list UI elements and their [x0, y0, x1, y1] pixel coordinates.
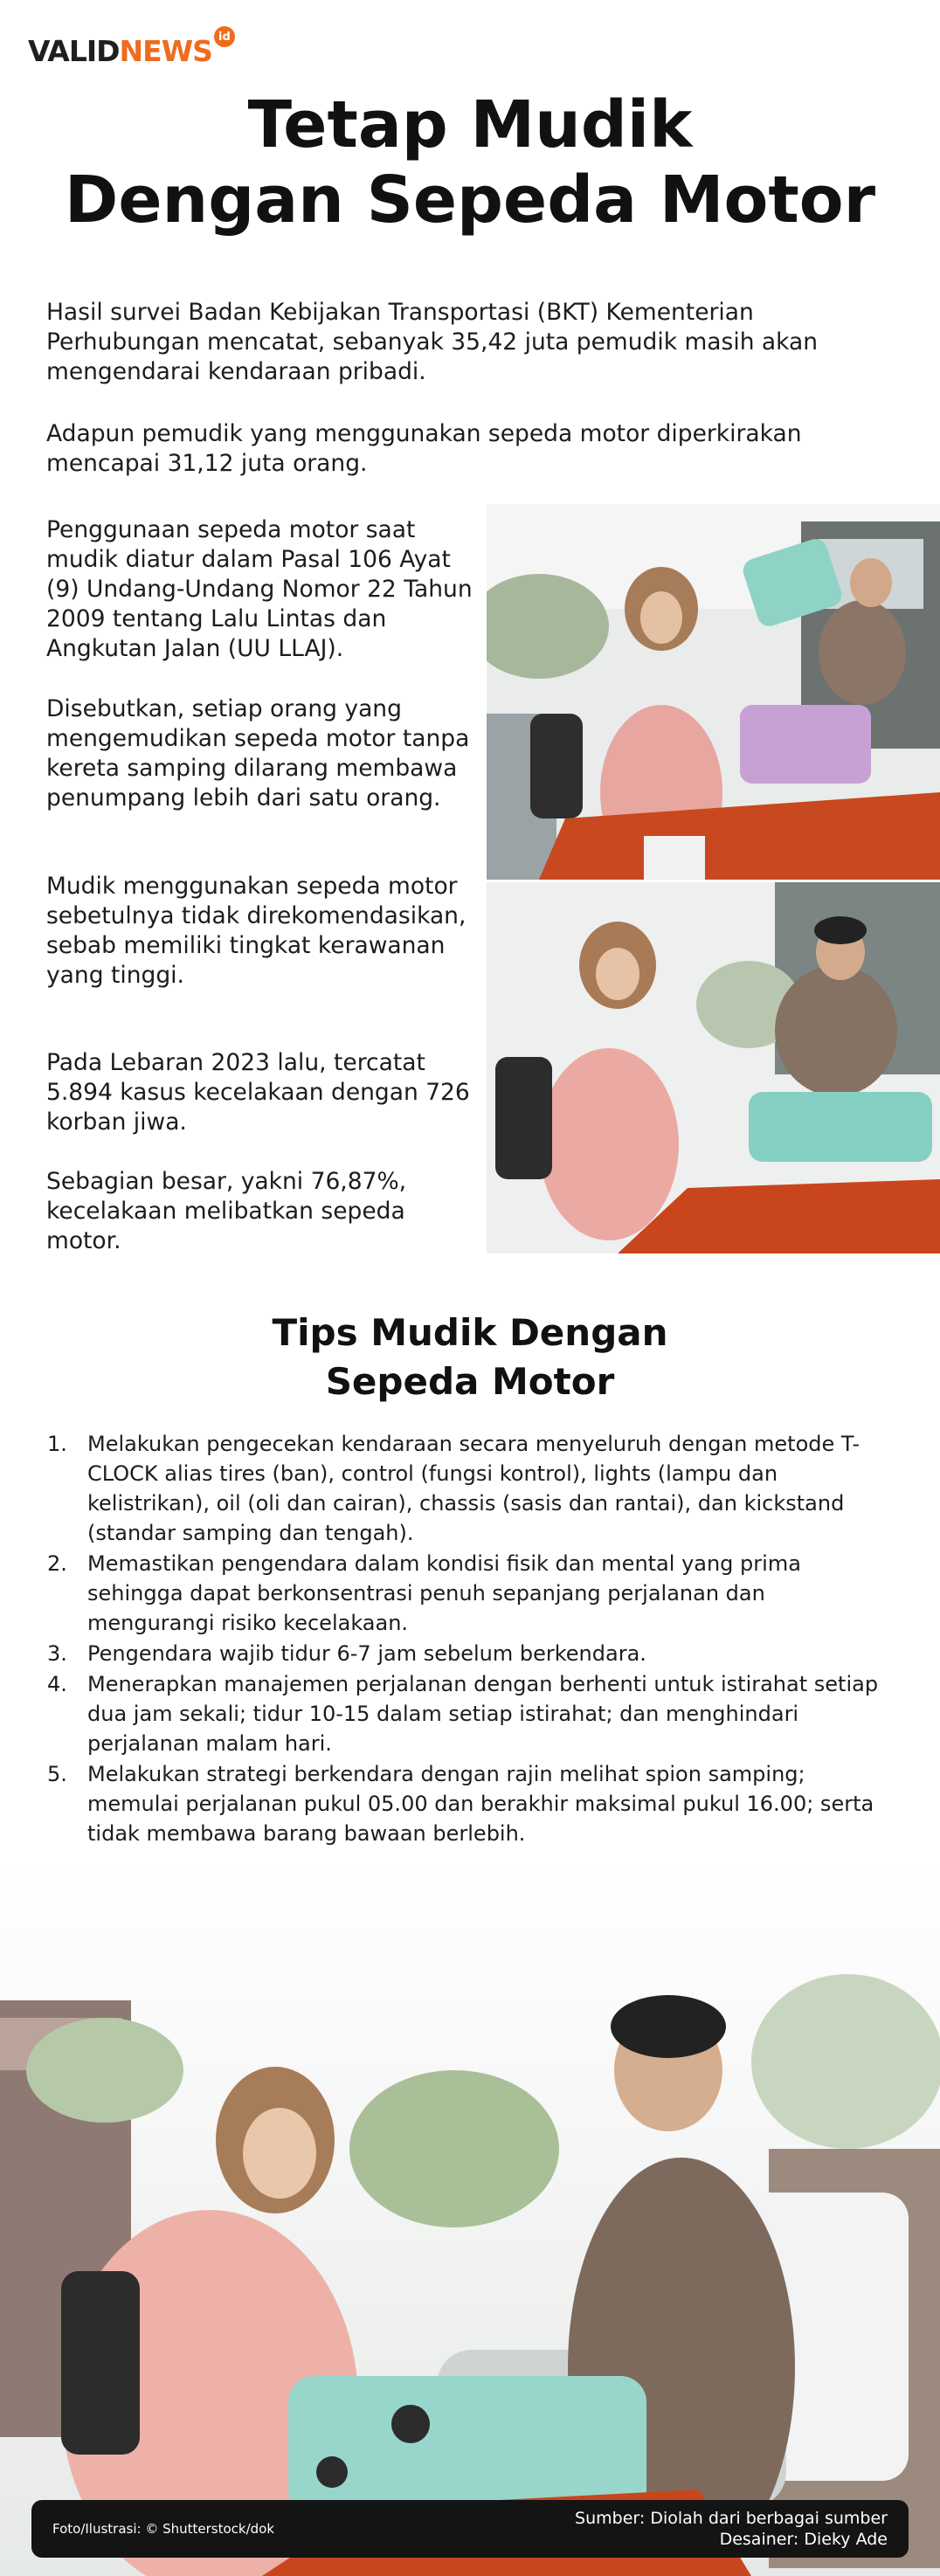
designer-credit: Desainer: Dieky Ade [719, 2530, 888, 2549]
page-title [0, 87, 940, 238]
logo-valid-text: VALID [28, 34, 120, 68]
tip-text: Menerapkan manajemen perjalanan dengan berhenti untuk istirahat setiap dua jam sekali; tidur 10-15 dalam setiap istirahat; dan menghindari perjalanan malam hari. [87, 1672, 879, 1756]
tips-list [47, 1429, 886, 1849]
title-line-2: Dengan Sepeda Motor [64, 162, 876, 238]
title-line-1: Tetap Mudik [247, 87, 693, 162]
tip-number: 3. [47, 1641, 67, 1666]
tips-list-item [47, 1669, 886, 1758]
couple-motorcycle-hero-photo [0, 1861, 940, 2576]
logo-news-text: NEWS [119, 34, 212, 68]
tip-text: Melakukan pengecekan kendaraan secara menyeluruh dengan metode T-CLOCK alias tires (ban), control (fungsi kontrol), lights (lampu dan kelistrikan), oil (oli dan cairan), chassis (sasis dan rantai), dan kickstand (standar samping dan tengah). [87, 1432, 860, 1545]
tip-number: 5. [47, 1762, 67, 1786]
tips-title-line-1: Tips Mudik Dengan [272, 1311, 668, 1354]
body-paragraph-4: Pada Lebaran 2023 lalu, tercatat 5.894 kasus kecelakaan dengan 726 korban jiwa. [46, 1049, 470, 1136]
body-paragraph-5: Sebagian besar, yakni 76,87%, kecelakaan melibatkan sepeda motor. [46, 1168, 407, 1254]
tip-text: Pengendara wajib tidur 6-7 jam sebelum berkendara. [87, 1641, 646, 1666]
tips-list-item [47, 1639, 886, 1668]
body-paragraph-3: Mudik menggunakan sepeda motor sebetulnya tidak direkomendasikan, sebab memiliki tingkat kerawanan yang tinggi. [46, 873, 467, 989]
body-paragraph-1: Penggunaan sepeda motor saat mudik diatur dalam Pasal 106 Ayat (9) Undang-Undang Nomor 22 Tahun 2009 tentang Lalu Lintas dan Angkutan Jalan (UU LLAJ). [46, 516, 473, 662]
tip-text: Memastikan pengendara dalam kondisi fisik dan mental yang prima sehingga dapat berkonsentrasi penuh sepanjang perjalanan dan mengurangi risiko kecelakaan. [87, 1551, 801, 1635]
tips-list-item [47, 1549, 886, 1638]
tip-text: Melakukan strategi berkendara dengan rajin melihat spion samping; memulai perjalanan pukul 05.00 dan berakhir maksimal pukul 16.00; serta tidak membawa barang bawaan berlebih. [87, 1762, 874, 1846]
tips-list-item [47, 1429, 886, 1548]
photo-credit: Foto/Ilustrasi: © Shutterstock/dok [52, 2521, 275, 2537]
intro-paragraph-2: Adapun pemudik yang menggunakan sepeda motor diperkirakan mencapai 31,12 juta orang. [46, 420, 802, 477]
tip-number: 4. [47, 1672, 67, 1696]
footer-credits [575, 2508, 888, 2550]
couple-smiling-suitcase-photo [487, 882, 940, 1253]
tips-list-item [47, 1759, 886, 1848]
tip-number: 2. [47, 1551, 67, 1576]
tips-title-line-2: Sepeda Motor [325, 1360, 615, 1403]
source-credit: Sumber: Diolah dari berbagai sumber [575, 2509, 888, 2528]
couple-loading-luggage-photo [487, 504, 940, 880]
tip-number: 1. [47, 1432, 67, 1456]
intro-paragraph-1: Hasil survei Badan Kebijakan Transportasi (BKT) Kementerian Perhubungan mencatat, sebanyak 35,42 juta pemudik masih akan mengendarai kendaraan pribadi. [46, 299, 819, 385]
brand-logo[interactable] [28, 24, 235, 68]
logo-id-badge: id [214, 26, 235, 47]
tips-title [0, 1309, 940, 1406]
body-paragraph-2: Disebutkan, setiap orang yang mengemudikan sepeda motor tanpa kereta samping dilarang membawa penumpang lebih dari satu orang. [46, 695, 470, 811]
footer-bar [31, 2500, 909, 2558]
